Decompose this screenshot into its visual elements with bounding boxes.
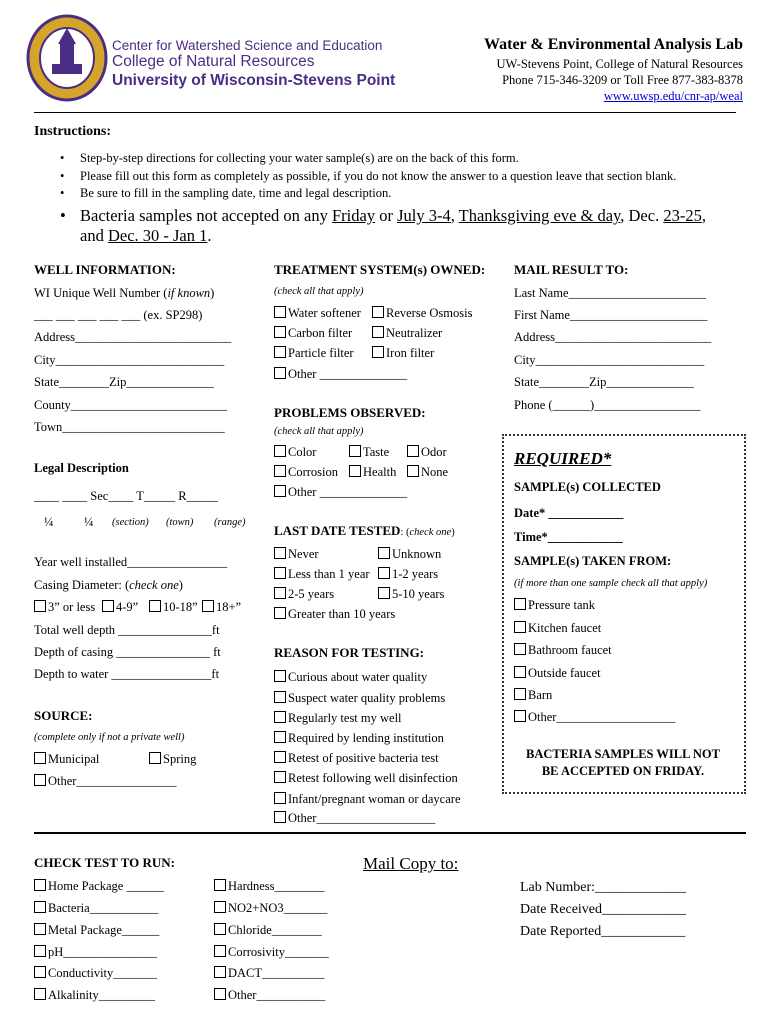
mail-address-field[interactable]: Address_________________________ [514,330,712,344]
problem-health[interactable]: Health [349,465,396,480]
samples-taken-from-title: SAMPLE(s) TAKEN FROM: [514,554,672,568]
treatment-carbon-filter[interactable]: Carbon filter [274,326,352,341]
org-line-3: University of Wisconsin-Stevens Point [112,72,396,89]
treatment-note: (check all that apply) [274,286,364,297]
samples-collected-title: SAMPLE(s) COLLECTED [514,480,661,494]
test-home-package[interactable]: Home Package ______ [34,879,164,894]
friday-warning-line-1: BACTERIA SAMPLES WILL NOT [526,747,720,761]
taken-bathroom-faucet[interactable]: Bathroom faucet [514,643,612,658]
mail-first-name-field[interactable]: First Name______________________ [514,308,708,322]
header-divider [34,112,736,113]
year-installed-field[interactable]: Year well installed________________ [34,555,228,569]
mail-copy-title: Mail Copy to: [363,854,459,873]
last-tested-less-than-1[interactable]: Less than 1 year [274,567,370,582]
casing-3-or-less[interactable]: 3” or less [34,600,95,615]
treatment-water-softener[interactable]: Water softener [274,306,361,321]
test-corrosivity[interactable]: Corrosivity_______ [214,945,329,960]
casing-4-9[interactable]: 4-9” [102,600,138,615]
last-tested-1-2[interactable]: 1-2 years [378,567,438,582]
lab-number-field[interactable]: Lab Number:_____________ [520,880,687,895]
casing-diameter-label: Casing Diameter: (check one) [34,578,183,592]
test-bacteria[interactable]: Bacteria___________ [34,901,158,916]
last-tested-never[interactable]: Never [274,547,319,562]
test-conductivity[interactable]: Conductivity_______ [34,966,157,981]
list-item: • Step-by-step directions for collecting your water sample(s) are on the back of this form. [58,150,676,168]
source-spring[interactable]: Spring [149,752,196,767]
casing-10-18[interactable]: 10-18” [149,600,198,615]
reason-retest-disinfection[interactable]: Retest following well disinfection [274,771,458,786]
treatment-neutralizer[interactable]: Neutralizer [372,326,442,341]
org-line-2: College of Natural Resources [112,53,315,70]
last-tested-unknown[interactable]: Unknown [378,547,441,562]
mail-result-title: MAIL RESULT TO: [514,262,629,277]
well-county-field[interactable]: County_________________________ [34,398,228,412]
test-ph[interactable]: pH_______________ [34,945,157,960]
mail-state-zip-field[interactable]: State________Zip______________ [514,375,694,389]
university-seal-logo [26,14,108,102]
bottom-divider [34,832,746,834]
mail-phone-field[interactable]: Phone (______)_________________ [514,398,701,412]
lab-website-link[interactable]: www.uwsp.edu/cnr-ap/weal [603,89,743,103]
test-metal-package[interactable]: Metal Package______ [34,923,159,938]
taken-other[interactable]: Other___________________ [514,710,675,725]
taken-kitchen-faucet[interactable]: Kitchen faucet [514,621,601,636]
last-tested-greater-10[interactable]: Greater than 10 years [274,607,395,622]
problem-odor[interactable]: Odor [407,445,447,460]
test-no2-no3[interactable]: NO2+NO3_______ [214,901,327,916]
samples-taken-note: (if more than one sample check all that apply) [514,578,708,589]
taken-outside-faucet[interactable]: Outside faucet [514,666,601,681]
test-chloride[interactable]: Chloride________ [214,923,322,938]
unique-well-field[interactable]: ___ ___ ___ ___ ___ (ex. SP298) [34,308,203,322]
test-other[interactable]: Other___________ [214,988,325,1003]
treatment-iron-filter[interactable]: Iron filter [372,346,434,361]
list-item: • Be sure to fill in the sampling date, time and legal description. [58,185,676,203]
lab-name: Water & Environmental Analysis Lab [484,36,743,53]
lab-phone: Phone 715-346-3209 or Toll Free 877-383-8378 [502,73,743,87]
taken-barn[interactable]: Barn [514,688,552,703]
test-hardness[interactable]: Hardness________ [214,879,325,894]
mail-city-field[interactable]: City___________________________ [514,353,705,367]
casing-depth-field[interactable]: Depth of casing _______________ ft [34,645,221,659]
problem-corrosion[interactable]: Corrosion [274,465,338,480]
required-title: REQUIRED* [514,449,612,468]
quarter-label-2: ¼ [84,515,94,529]
sample-time-field[interactable]: Time*____________ [514,530,623,544]
reason-suspect[interactable]: Suspect water quality problems [274,691,445,706]
problem-color[interactable]: Color [274,445,316,460]
problems-note: (check all that apply) [274,426,364,437]
quarter-label-1: ¼ [44,515,54,529]
well-address-field[interactable]: Address_________________________ [34,330,232,344]
well-info-title: WELL INFORMATION: [34,262,176,277]
instructions-list [58,150,676,203]
taken-pressure-tank[interactable]: Pressure tank [514,598,595,613]
source-note: (complete only if not a private well) [34,732,185,743]
water-depth-field[interactable]: Depth to water ________________ft [34,667,220,681]
reason-lending[interactable]: Required by lending institution [274,731,444,746]
casing-18-plus[interactable]: 18+” [202,600,241,615]
org-line-1: Center for Watershed Science and Education [112,38,383,53]
mail-last-name-field[interactable]: Last Name______________________ [514,286,706,300]
last-tested-5-10[interactable]: 5-10 years [378,587,444,602]
instructions-title: Instructions: [34,124,112,139]
section-label: (section) [112,517,149,528]
lab-address: UW-Stevens Point, College of Natural Resources [496,57,743,71]
reason-other[interactable]: Other___________________ [274,811,435,826]
legal-description-field[interactable]: ____ ____ Sec____ T_____ R_____ [34,489,218,503]
problems-title: PROBLEMS OBSERVED: [274,405,426,420]
test-dact[interactable]: DACT__________ [214,966,325,981]
legal-description-title: Legal Description [34,461,129,475]
problem-other[interactable]: Other ______________ [274,485,407,500]
treatment-other[interactable]: Other ______________ [274,367,407,382]
well-town-field[interactable]: Town__________________________ [34,420,225,434]
well-state-zip-field[interactable]: State________Zip______________ [34,375,214,389]
source-other[interactable]: Other________________ [34,774,176,789]
bacteria-notice: • Bacteria samples not accepted on any Friday or July 3-4, Thanksgiving eve & day, Dec. 23-25, and Dec. 30 - Jan 1. [60,206,706,245]
range-label: (range) [214,517,246,528]
reason-retest-positive[interactable]: Retest of positive bacteria test [274,751,439,766]
date-reported-field[interactable]: Date Reported____________ [520,924,686,939]
source-municipal[interactable]: Municipal [34,752,99,767]
test-alkalinity[interactable]: Alkalinity_________ [34,988,155,1003]
last-tested-title: LAST DATE TESTED: (check one) [274,523,455,538]
town-label: (town) [166,517,194,528]
problem-none[interactable]: None [407,465,448,480]
problem-taste[interactable]: Taste [349,445,389,460]
date-received-field[interactable]: Date Received____________ [520,902,687,917]
check-test-title: CHECK TEST TO RUN: [34,855,176,870]
reason-curious[interactable]: Curious about water quality [274,670,427,685]
reason-title: REASON FOR TESTING: [274,645,425,660]
reason-infant[interactable]: Infant/pregnant woman or daycare [274,792,461,807]
treatment-particle-filter[interactable]: Particle filter [274,346,354,361]
total-depth-field[interactable]: Total well depth _______________ft [34,623,220,637]
list-item: • Please fill out this form as completely as possible, if you do not know the answer to a question leave that section blank. [58,168,676,186]
treatment-title: TREATMENT SYSTEM(s) OWNED: [274,262,486,277]
unique-well-label: WI Unique Well Number (if known) [34,286,215,300]
reason-regularly[interactable]: Regularly test my well [274,711,402,726]
sample-date-field[interactable]: Date* ____________ [514,506,624,520]
well-city-field[interactable]: City___________________________ [34,353,225,367]
last-tested-2-5[interactable]: 2-5 years [274,587,334,602]
treatment-reverse-osmosis[interactable]: Reverse Osmosis [372,306,472,321]
source-title: SOURCE: [34,708,93,723]
friday-warning-line-2: BE ACCEPTED ON FRIDAY. [541,764,705,778]
